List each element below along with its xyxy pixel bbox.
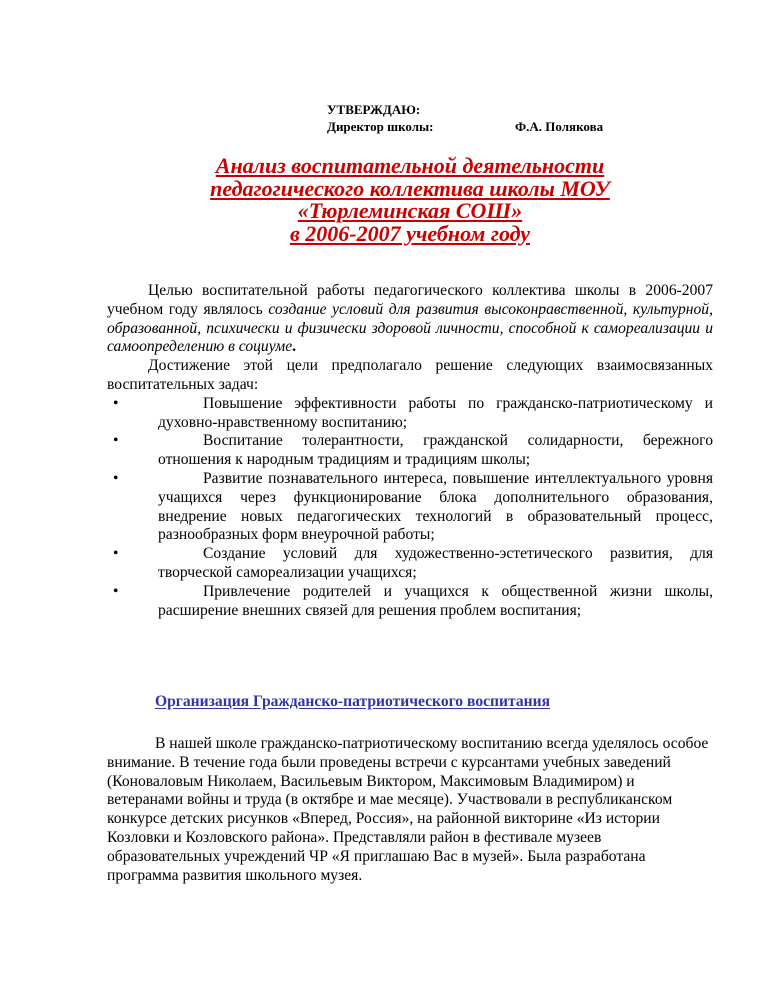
task-text: Создание условий для художественно-эстетического развития, для творческой самореализации учащихся;	[158, 545, 713, 581]
title-line-3: «Тюрлеминская СОШ»	[297, 198, 523, 223]
section-body	[107, 735, 713, 885]
tasks-intro-paragraph: Достижение этой цели предполагало решение следующих взаимосвязанных воспитательных задач:	[107, 357, 713, 393]
task-text: Воспитание толерантности, гражданской солидарности, бережного отношения к народным традициям и традициям школы;	[158, 432, 713, 469]
title-line-4: в 2006-2007 учебном году	[289, 220, 531, 246]
bullet-icon: •	[113, 394, 119, 412]
approval-block	[327, 101, 647, 135]
task-text: Повышение эффективности работы по гражданско-патриотическому и духовно-нравственному воспитанию;	[158, 394, 713, 431]
goal-paragraph	[107, 282, 713, 357]
tasks-list	[107, 395, 713, 621]
goal-italic: создание условий для развития высоконравственной, культурной, образованной, психически и физически здоровой личности, способной к самореализации и самоопределению в социуме	[107, 300, 713, 356]
bullet-icon: •	[113, 582, 119, 600]
list-item	[113, 469, 713, 545]
approval-signature-row	[327, 118, 647, 135]
approval-heading-row	[327, 101, 647, 118]
list-item	[113, 432, 713, 470]
title-line-2: педагогического коллектива школы МОУ	[210, 175, 610, 201]
intro-section	[107, 282, 713, 620]
document-title	[107, 155, 713, 245]
approval-role: Директор школы:	[327, 119, 434, 134]
title-line-1: Анализ воспитательной деятельности	[215, 153, 605, 178]
bullet-icon: •	[113, 432, 119, 450]
section-heading: Организация Гражданско-патриотического воспитания	[155, 693, 551, 710]
task-text: Развитие познавательного интереса, повышение интеллектуального уровня учащихся через функционирование блока дополнительного образования, внедрение новых педагогических технологий в образовательный процесс, разнообразных форм внеурочной работы;	[158, 469, 713, 544]
goal-suffix: .	[292, 338, 297, 356]
list-item	[113, 582, 713, 621]
task-text: Привлечение родителей и учащихся к общественной жизни школы, расширение внешних связей для решения проблем воспитания;	[158, 582, 713, 619]
bullet-icon: •	[113, 469, 119, 487]
section-paragraph: В нашей школе гражданско-патриотическому воспитанию всегда уделялось особое внимание. В течение года были проведены встречи с курсантами учебных заведений (Коноваловым Николаем, Васильевым Виктором, Максимовым Владимиром) и ветеранами войны и труда (в октябре и мае месяце). Участвовали в республиканском конкурсе детских рисунков «Вперед, Россия», на районной викторине «Из истории Козловки и Козловского района». Представляли район в фестивале музеев образовательных учреждений ЧР «Я приглашаю Вас в музей». Была разработана программа развития школьного музея.	[107, 735, 709, 884]
approval-heading: УТВЕРЖДАЮ:	[327, 102, 421, 117]
goal-prefix: Целью воспитательной работы педагогического коллектива школы в 2006-2007 учебном году являлось	[107, 282, 713, 318]
approval-name: Ф.А. Полякова	[515, 119, 604, 134]
list-item	[113, 545, 713, 583]
list-item	[113, 394, 713, 433]
bullet-icon: •	[113, 545, 119, 563]
